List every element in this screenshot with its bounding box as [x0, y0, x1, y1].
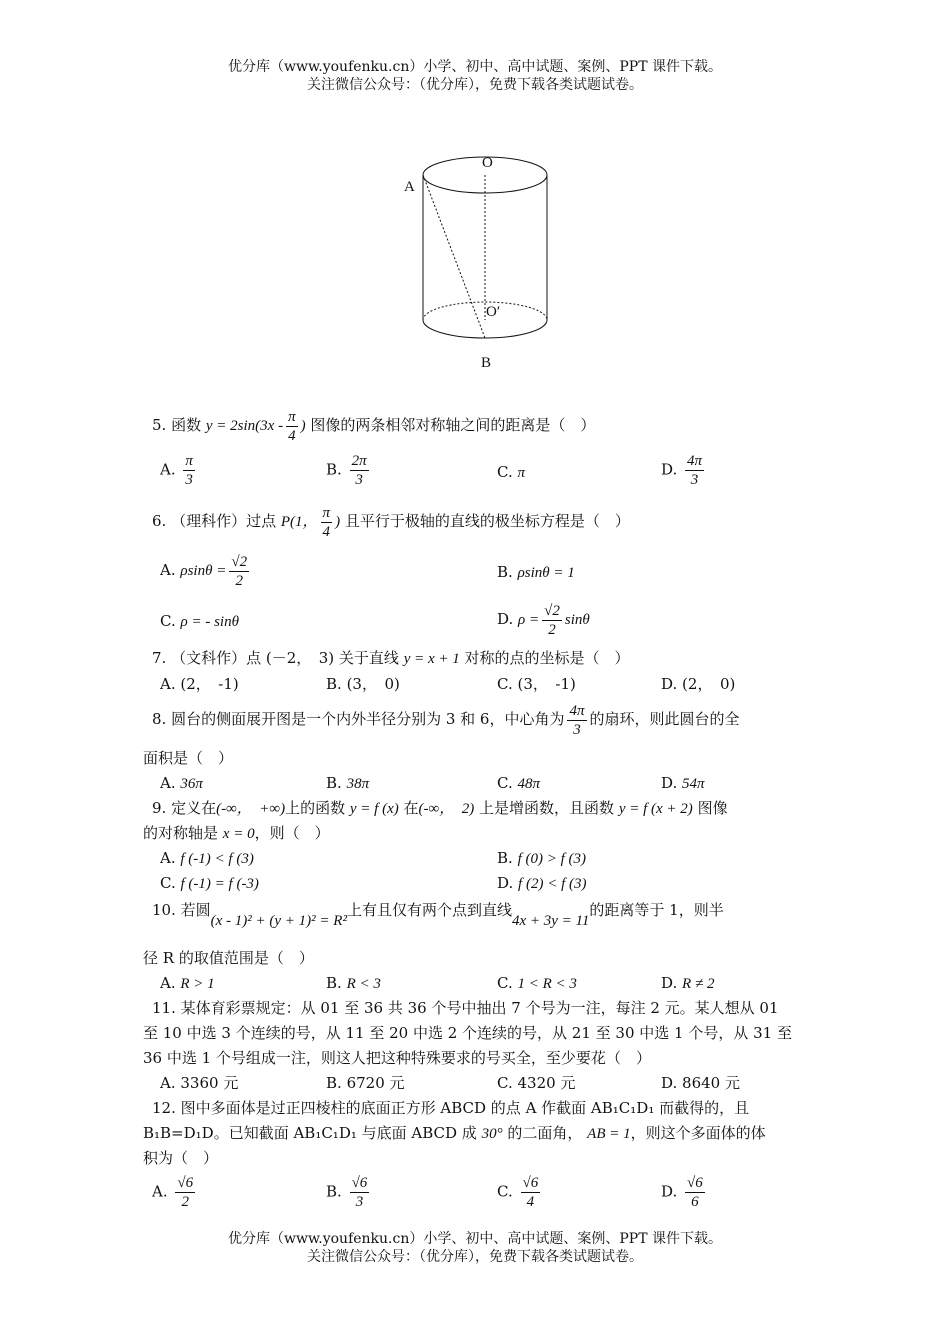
q9-stem: 9. 定义在(-∞， +∞)上的函数 y = f (x) 在(-∞， 2) 上是增函数，且函数 y = f (x + 2) 图像: [152, 799, 728, 817]
footer-line-2: 关注微信公众号：（优分库），免费下载各类试题试卷。: [307, 1249, 643, 1265]
q6-option-b: B. ρsinθ = 1: [497, 563, 575, 581]
q12-option-c: C. $\frac{√6}{4}$: [497, 1175, 539, 1210]
q12-option-b: B. $\frac{√6}{3}$: [326, 1175, 368, 1210]
q11-option-b: B. 6720 元: [326, 1074, 405, 1092]
q5-option-b: B. $\frac{2\pi}{3}$: [326, 453, 367, 488]
q11-option-d: D. 8640 元: [661, 1074, 740, 1092]
q10-option-b: B. R < 3: [326, 974, 381, 992]
q10-option-d: D. R ≠ 2: [661, 974, 715, 992]
q7-option-c: C. (3， -1): [497, 675, 576, 693]
q11-option-c: C. 4320 元: [497, 1074, 576, 1092]
header-line-2: 关注微信公众号：（优分库），免费下载各类试题试卷。: [307, 77, 643, 93]
q8-option-d: D. 54π: [661, 774, 705, 792]
q7-option-b: B. (3， 0): [326, 675, 400, 693]
q12-stem-line-3: 积为（ ）: [143, 1149, 219, 1167]
q10-stem-line-2: 径 R 的取值范围是（ ）: [143, 949, 314, 967]
q9-option-a: A. f (-1) < f (3): [160, 849, 254, 867]
q12-stem-line-1: 12. 图中多面体是过正四棱柱的底面正方形 ABCD 的点 A 作截面 AB₁C₁D₁ 而截得的，且: [152, 1099, 750, 1117]
footer-line-1: 优分库（www.youfenku.cn）小学、初中、高中试题、案例、PPT 课件下载。: [227, 1231, 722, 1247]
q11-stem-line-3: 36 中选 1 个号组成一注，则这人把这种特殊要求的号买全，至少要花（ ）: [143, 1049, 651, 1067]
q10-option-c: C. 1 < R < 3: [497, 974, 577, 992]
q5-option-a: A. $\frac{\pi}{3}$: [160, 453, 193, 488]
q11-option-a: A. 3360 元: [160, 1074, 239, 1092]
q10-option-a: A. R > 1: [160, 974, 215, 992]
label-a: A: [404, 179, 415, 195]
q9-option-b: B. f (0) > f (3): [497, 849, 587, 867]
q12-stem-line-2: B₁B=D₁D。已知截面 AB₁C₁D₁ 与底面 ABCD 成 30° 的二面角， AB = 1，则这个多面体的体: [143, 1124, 766, 1142]
q7-option-a: A. (2， -1): [160, 675, 239, 693]
q5-option-c: C. π: [497, 463, 526, 481]
q7-stem: 7. （文科作）点 (－2， 3) 关于直线 y = x + 1 对称的点的坐标是（ ）: [152, 649, 630, 667]
header-line-1: 优分库（www.youfenku.cn）小学、初中、高中试题、案例、PPT 课件下载。: [227, 59, 722, 75]
cylinder-figure: [390, 145, 570, 375]
q11-stem-line-2: 至 10 中选 3 个连续的号，从 11 至 20 中选 2 个连续的号，从 21 至 30 中选 1 个号，从 31 至: [143, 1024, 792, 1042]
q6-stem: 6. （理科作）过点 P(1， $\frac{\pi}{4}$ ) 且平行于极轴的直线的极坐标方程是（ ）: [152, 504, 630, 540]
label-o-prime: O′: [486, 304, 501, 320]
q8-option-b: B. 38π: [326, 774, 370, 792]
q8-stem-line-2: 面积是（ ）: [143, 749, 234, 767]
q8-option-a: A. 36π: [160, 774, 203, 792]
q10-stem: 10. 若圆(x - 1)² + (y + 1)² = R²上有且仅有两个点到直线4x + 3y = 11的距离等于 1，则半: [152, 901, 724, 929]
q6-option-d: D. ρ = $\frac{√2}{2}$ sinθ: [497, 602, 590, 638]
q5-option-d: D. $\frac{4\pi}{3}$: [661, 453, 703, 488]
q6-option-c: C. ρ = - sinθ: [160, 612, 239, 630]
q9-stem-line-2: 的对称轴是 x = 0，则（ ）: [143, 824, 330, 842]
q8-option-c: C. 48π: [497, 774, 541, 792]
q5-stem: 5. 函数 y = 2sin(3x - $\frac{\pi}{4}$ ) 图像的两条相邻对称轴之间的距离是（ ）: [152, 408, 596, 444]
q6-option-a: A. ρsinθ = $\frac{√2}{2}$: [160, 553, 248, 589]
q9-option-c: C. f (-1) = f (-3): [160, 874, 259, 892]
q7-option-d: D. (2， 0): [661, 675, 736, 693]
q9-option-d: D. f (2) < f (3): [497, 874, 587, 892]
q8-stem: 8. 圆台的侧面展开图是一个内外半径分别为 3 和 6，中心角为 $\frac{4\pi}{3}$ 的扇环，则此圆台的全: [152, 702, 740, 738]
label-b: B: [481, 355, 492, 371]
q11-stem-line-1: 11. 某体育彩票规定：从 01 至 36 共 36 个号中抽出 7 个号为一注，每注 2 元。某人想从 01: [152, 999, 779, 1017]
label-o: O: [482, 155, 493, 171]
q12-option-a: A. $\frac{√6}{2}$: [152, 1175, 194, 1210]
q12-option-d: D. $\frac{√6}{6}$: [661, 1175, 703, 1210]
